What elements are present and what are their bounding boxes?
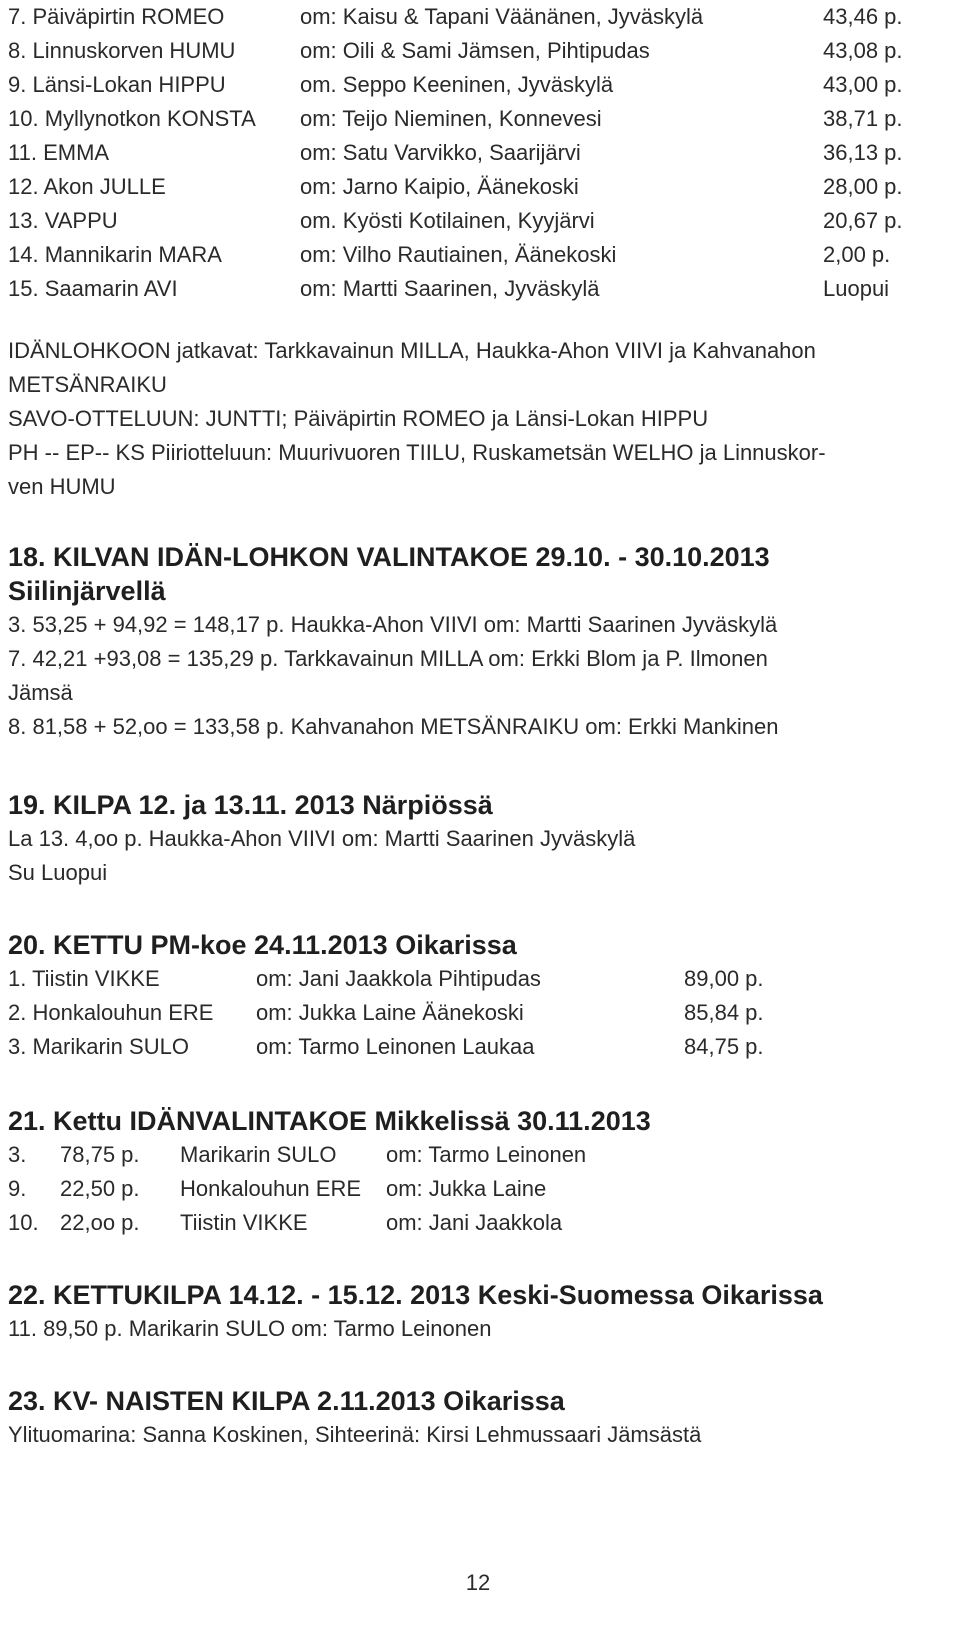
points: 22,oo p.: [60, 1210, 140, 1235]
note-line: PH -- EP-- KS Piiriotteluun: Muurivuoren TIILU, Ruskametsän WELHO ja Linnuskor-: [8, 440, 826, 465]
result-line: 3. 53,25 + 94,92 = 148,17 p. Haukka-Ahon VIIVI om: Martti Saarinen Jyväskylä: [8, 612, 778, 637]
dog-name: 7. Päiväpirtin ROMEO: [8, 4, 225, 29]
rank: 3.: [8, 1142, 27, 1167]
result-row: [8, 272, 948, 306]
dog-name: 11. EMMA: [8, 140, 110, 165]
points: 89,00 p.: [684, 966, 764, 991]
dog-name: Honkalouhun ERE: [180, 1176, 362, 1201]
dog-name: 3. Marikarin SULO: [8, 1034, 189, 1059]
section-heading: 19. KILPA 12. ja 13.11. 2013 Närpiössä: [8, 790, 493, 820]
dog-name: 2. Honkalouhun ERE: [8, 1000, 214, 1025]
result-row: [8, 1172, 948, 1206]
result-row: [8, 102, 948, 136]
dog-name: 12. Akon JULLE: [8, 174, 166, 199]
result-line: 8. 81,58 + 52,oo = 133,58 p. Kahvanahon METSÄNRAIKU om: Erkki Mankinen: [8, 714, 779, 739]
points: 2,00 p.: [823, 242, 891, 267]
dog-name: 10. Myllynotkon KONSTA: [8, 106, 256, 131]
result-row: [8, 68, 948, 102]
officials-line: Ylituomarina: Sanna Koskinen, Sihteerinä: Kirsi Lehmussaari Jämsästä: [8, 1422, 702, 1447]
owner: om. Kyösti Kotilainen, Kyyjärvi: [300, 208, 595, 233]
points: 78,75 p.: [60, 1142, 140, 1167]
points: 36,13 p.: [823, 140, 903, 165]
rank: 9.: [8, 1176, 27, 1201]
note-line: ven HUMU: [8, 474, 116, 499]
owner: om: Jani Jaakkola Pihtipudas: [256, 966, 541, 991]
section-21: [8, 1104, 948, 1240]
continuation-notes: [8, 334, 948, 504]
result-line: Jämsä: [8, 680, 73, 705]
points: 28,00 p.: [823, 174, 903, 199]
result-row: [8, 136, 948, 170]
points: 43,46 p.: [823, 4, 903, 29]
points: 20,67 p.: [823, 208, 903, 233]
points: Luopui: [823, 276, 890, 301]
result-row: [8, 34, 948, 68]
points: 38,71 p.: [823, 106, 903, 131]
dog-name: 14. Mannikarin MARA: [8, 242, 222, 267]
result-line: La 13. 4,oo p. Haukka-Ahon VIIVI om: Martti Saarinen Jyväskylä: [8, 826, 636, 851]
dog-name: 1. Tiistin VIKKE: [8, 966, 160, 991]
section-19: [8, 788, 948, 890]
dog-name: Tiistin VIKKE: [180, 1210, 308, 1235]
points: 43,08 p.: [823, 38, 903, 63]
dog-name: 15. Saamarin AVI: [8, 276, 178, 301]
section-18: [8, 540, 948, 744]
points: 22,50 p.: [60, 1176, 140, 1201]
result-row: [8, 238, 948, 272]
points: 85,84 p.: [684, 1000, 764, 1025]
owner: om: Tarmo Leinonen: [386, 1142, 587, 1167]
result-row: [8, 1030, 948, 1064]
dog-name: 9. Länsi-Lokan HIPPU: [8, 72, 226, 97]
note-line: SAVO-OTTELUUN: JUNTTI; Päiväpirtin ROMEO ja Länsi-Lokan HIPPU: [8, 406, 709, 431]
result-row: [8, 1206, 948, 1240]
result-line: 11. 89,50 p. Marikarin SULO om: Tarmo Leinonen: [8, 1316, 492, 1341]
section-heading: 23. KV- NAISTEN KILPA 2.11.2013 Oikarissa: [8, 1386, 565, 1416]
page-number: 12: [465, 1570, 491, 1595]
results-table: [8, 0, 948, 306]
section-heading-cont: Siilinjärvellä: [8, 576, 166, 606]
result-line: 7. 42,21 +93,08 = 135,29 p. Tarkkavainun MILLA om: Erkki Blom ja P. Ilmonen: [8, 646, 768, 671]
owner: om: Jukka Laine Äänekoski: [256, 1000, 524, 1025]
result-row: [8, 204, 948, 238]
result-row: [8, 962, 948, 996]
section-20: [8, 928, 948, 1064]
owner: om: Teijo Nieminen, Konnevesi: [300, 106, 602, 131]
result-row: [8, 996, 948, 1030]
points: 43,00 p.: [823, 72, 903, 97]
owner: om: Tarmo Leinonen Laukaa: [256, 1034, 535, 1059]
rank: 10.: [8, 1210, 39, 1235]
dog-name: 8. Linnuskorven HUMU: [8, 38, 236, 63]
dog-name: Marikarin SULO: [180, 1142, 337, 1167]
owner: om: Satu Varvikko, Saarijärvi: [300, 140, 581, 165]
points: 84,75 p.: [684, 1034, 764, 1059]
result-row: [8, 0, 948, 34]
owner: om. Seppo Keeninen, Jyväskylä: [300, 72, 614, 97]
owner: om: Jani Jaakkola: [386, 1210, 563, 1235]
owner: om: Jarno Kaipio, Äänekoski: [300, 174, 579, 199]
section-heading: 22. KETTUKILPA 14.12. - 15.12. 2013 Keski-Suomessa Oikarissa: [8, 1280, 823, 1310]
owner: om: Vilho Rautiainen, Äänekoski: [300, 242, 617, 267]
section-22: [8, 1278, 948, 1346]
section-heading: 21. Kettu IDÄNVALINTAKOE Mikkelissä 30.11.2013: [8, 1106, 651, 1136]
note-line: METSÄNRAIKU: [8, 372, 167, 397]
section-heading: 20. KETTU PM-koe 24.11.2013 Oikarissa: [8, 930, 517, 960]
owner: om: Jukka Laine: [386, 1176, 547, 1201]
owner: om: Oili & Sami Jämsen, Pihtipudas: [300, 38, 650, 63]
owner: om: Martti Saarinen, Jyväskylä: [300, 276, 600, 301]
result-line: Su Luopui: [8, 860, 108, 885]
result-row: [8, 1138, 948, 1172]
dog-name: 13. VAPPU: [8, 208, 118, 233]
result-row: [8, 170, 948, 204]
section-23: [8, 1384, 948, 1452]
section-heading: 18. KILVAN IDÄN-LOHKON VALINTAKOE 29.10. - 30.10.2013: [8, 542, 770, 572]
owner: om: Kaisu & Tapani Väänänen, Jyväskylä: [300, 4, 704, 29]
note-line: IDÄNLOHKOON jatkavat: Tarkkavainun MILLA, Haukka-Ahon VIIVI ja Kahvanahon: [8, 338, 816, 363]
